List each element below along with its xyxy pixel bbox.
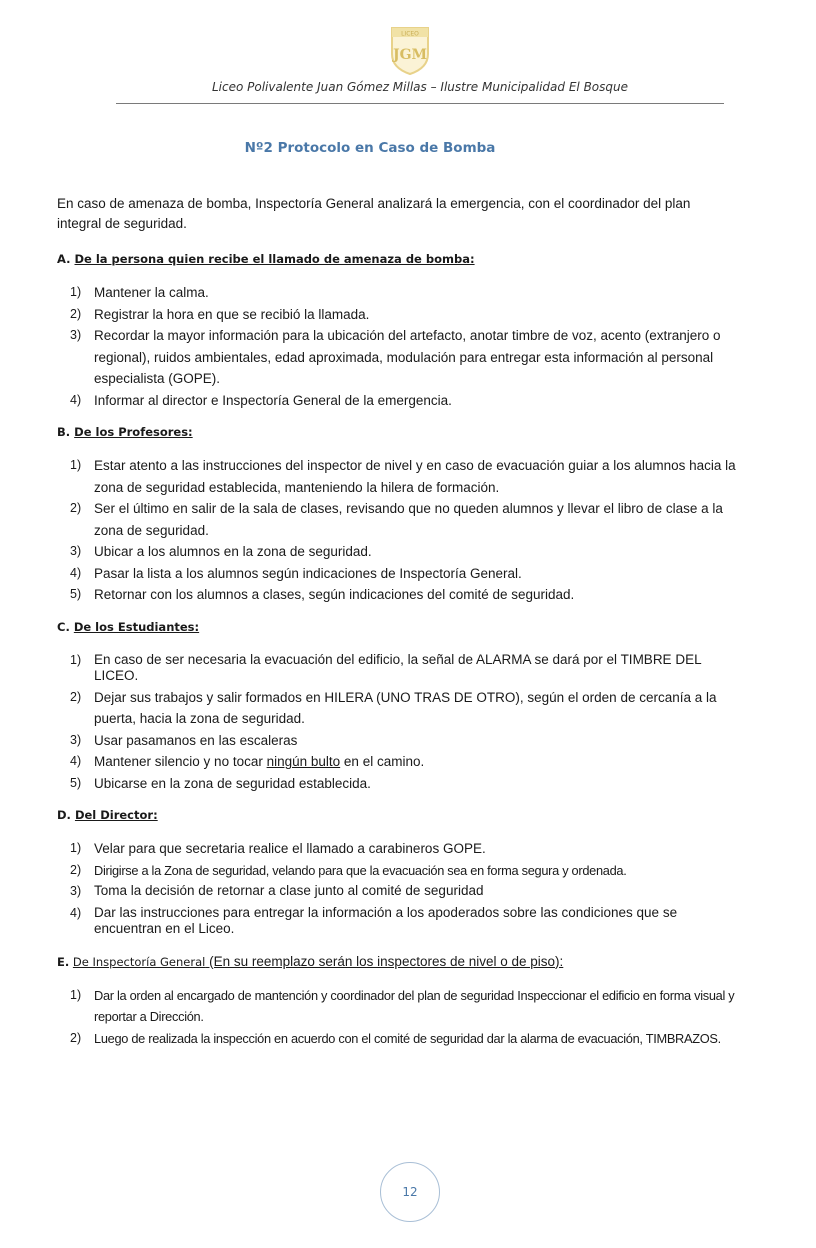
- item-text: [94, 751, 737, 773]
- item-text: Retornar con los alumnos a clases, según indicaciones del comité de seguridad.: [94, 587, 575, 602]
- item-number: 3): [70, 884, 82, 898]
- section-e-list: [57, 985, 737, 1050]
- section-letter: C.: [57, 619, 70, 634]
- list-item: [57, 860, 737, 882]
- section-letter: A.: [57, 252, 71, 266]
- item-text: Registrar la hora en que se recibió la llamada.: [94, 306, 370, 322]
- list-item: [57, 838, 737, 860]
- item-text: Velar para que secretaria realice el llamado a carabineros GOPE.: [94, 841, 486, 856]
- section-b-list: [57, 455, 737, 606]
- logo-text: LICEO: [401, 30, 419, 38]
- logo-monogram: JGM: [392, 47, 428, 63]
- list-item: [57, 773, 737, 795]
- section-letter: D.: [57, 808, 71, 822]
- list-item: [57, 304, 737, 326]
- item-text: Usar pasamanos en las escaleras: [94, 732, 298, 748]
- section-title: De la persona quien recibe el llamado de amenaza de bomba:: [74, 252, 475, 266]
- section-a-list: [57, 282, 737, 411]
- section-c-list: [57, 650, 737, 795]
- list-item: [57, 325, 737, 390]
- document-body: [57, 194, 737, 1063]
- list-item: [57, 687, 737, 730]
- item-text-underlined: ningún bulto: [266, 754, 341, 769]
- section-c-heading: [57, 620, 737, 634]
- item-text: Dar las instrucciones para entregar la información a los apoderados sobre las condiciones que se encuentran en el Liceo.: [94, 904, 678, 936]
- item-number: 1): [70, 841, 82, 855]
- list-item: [57, 390, 737, 412]
- item-number: 4): [70, 905, 82, 920]
- item-text: En caso de ser necesaria la evacuación del edificio, la señal de ALARMA se dará por el TIMBRE DEL LICEO.: [94, 651, 702, 683]
- list-item: [57, 455, 737, 498]
- item-number: 2): [70, 689, 82, 704]
- item-number: 2): [70, 501, 82, 515]
- item-text: Ubicarse en la zona de seguridad establecida.: [94, 775, 371, 791]
- item-number: 3): [70, 732, 82, 747]
- section-a-heading: [57, 252, 737, 266]
- list-item: [57, 903, 737, 940]
- item-number: 3): [70, 544, 82, 558]
- list-item: [57, 881, 737, 903]
- item-text: Estar atento a las instrucciones del inspector de nivel y en caso de evacuación guiar a los alumnos hacia la zona de seguridad establecida, manteniendo la hilera de formación.: [94, 458, 736, 495]
- item-text: Recordar la mayor información para la ubicación del artefacto, anotar timbre de voz, acento (extranjero o regional), ruidos ambientales, edad aproximada, modulación para entregar esta información al personal especialista (GOPE).: [94, 328, 721, 386]
- list-item: [57, 282, 737, 304]
- item-number: 5): [70, 587, 82, 601]
- item-number: 1): [70, 285, 82, 299]
- item-text: Luego de realizada la inspección en acuerdo con el comité de seguridad dar la alarma de evacuación, TIMBRAZOS.: [94, 1030, 721, 1046]
- item-text: Dar la orden al encargado de mantención y coordinador del plan de seguridad Inspeccionar el edificio en forma visual y reportar a Dirección.: [94, 987, 735, 1024]
- section-d-heading: [57, 808, 737, 822]
- section-e-heading: [57, 954, 737, 969]
- item-text: Dejar sus trabajos y salir formados en HILERA (UNO TRAS DE OTRO), según el orden de cercanía a la puerta, hacia la zona de seguridad.: [94, 689, 717, 726]
- item-number: 4): [70, 565, 82, 580]
- item-text: Toma la decisión de retornar a clase junto al comité de seguridad: [94, 883, 484, 898]
- item-number: 2): [70, 1030, 82, 1045]
- item-number: 5): [70, 775, 82, 790]
- section-d-list: [57, 838, 737, 940]
- school-crest-logo: [388, 24, 432, 76]
- item-text: Ubicar a los alumnos en la zona de seguridad.: [94, 544, 372, 559]
- item-number: 1): [70, 652, 82, 667]
- section-title: De los Estudiantes:: [73, 619, 200, 634]
- item-number: 4): [70, 392, 82, 407]
- item-number: 4): [70, 754, 82, 768]
- item-number: 3): [70, 328, 82, 342]
- list-item: [57, 584, 737, 606]
- list-item: [57, 541, 737, 563]
- item-text: Ser el último en salir de la sala de clases, revisando que no queden alumnos y llevar el libro de clase a la zona de seguridad.: [94, 501, 723, 538]
- section-letter: B.: [57, 425, 71, 439]
- list-item: [57, 730, 737, 752]
- page-number: 12: [380, 1162, 440, 1222]
- section-title-note: (En su reemplazo serán los inspectores de nivel o de piso):: [205, 953, 564, 969]
- section-title: De los Profesores:: [74, 425, 193, 439]
- item-text-part: Mantener silencio y no tocar: [94, 754, 267, 769]
- item-text: Dirigirse a la Zona de seguridad, velando para que la evacuación sea en forma segura y ordenada.: [94, 862, 627, 878]
- item-text: Pasar la lista a los alumnos según indicaciones de Inspectoría General.: [94, 565, 522, 581]
- page-title: Nº2 Protocolo en Caso de Bomba: [244, 140, 496, 156]
- section-title: De Inspectoría General: [72, 954, 206, 969]
- intro-paragraph: En caso de amenaza de bomba, Inspectoría General analizará la emergencia, con el coordinador del plan integral de seguridad.: [57, 196, 691, 231]
- item-text: Mantener la calma.: [94, 285, 209, 300]
- item-number: 2): [70, 306, 82, 321]
- item-text: Informar al director e Inspectoría General de la emergencia.: [94, 392, 452, 408]
- item-number: 2): [70, 862, 82, 877]
- item-number: 1): [70, 458, 82, 472]
- list-item: [57, 650, 737, 687]
- section-title: Del Director:: [74, 808, 158, 822]
- list-item: [57, 751, 737, 773]
- list-item: [57, 563, 737, 585]
- list-item: [57, 498, 737, 541]
- item-number: 1): [70, 987, 82, 1002]
- item-text-part: en el camino.: [340, 754, 425, 769]
- header-divider: [116, 103, 724, 104]
- section-b-heading: [57, 425, 737, 439]
- header-subtitle: Liceo Polivalente Juan Gómez Millas – Ilustre Municipalidad El Bosque: [211, 80, 628, 94]
- section-letter: E.: [57, 954, 70, 969]
- list-item: [57, 1028, 737, 1050]
- list-item: [57, 985, 737, 1028]
